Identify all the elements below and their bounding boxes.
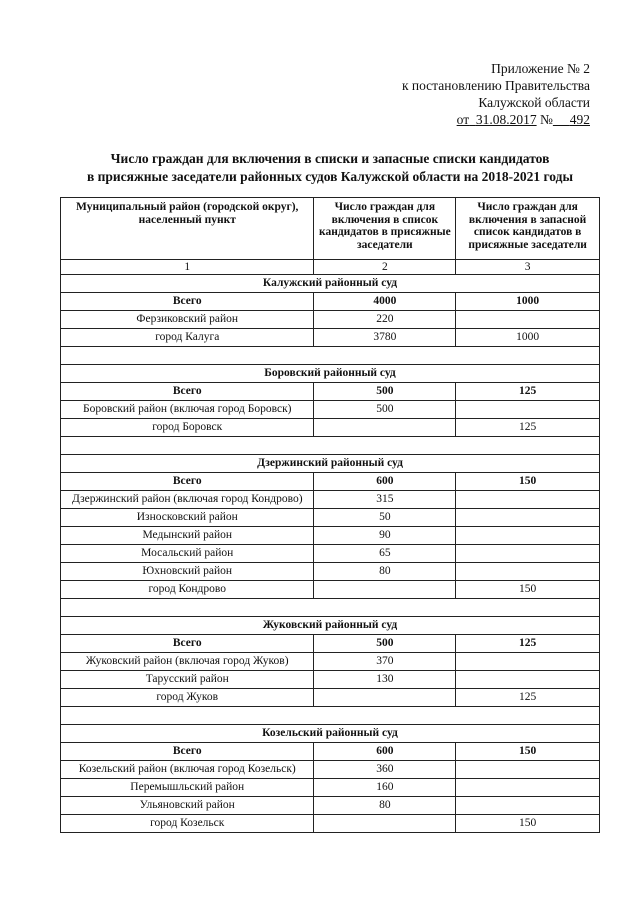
main-list-value: 315 — [314, 491, 456, 509]
main-list-value: 50 — [314, 509, 456, 527]
main-list-value: 500 — [314, 401, 456, 419]
appendix-label: Приложение № 2 — [491, 61, 590, 76]
table-row — [61, 797, 600, 815]
table-row — [61, 815, 600, 833]
reserve-list-value — [456, 761, 600, 779]
municipality-name: Ульяновский район — [61, 797, 314, 815]
appendix-header — [402, 60, 590, 128]
table-header-row — [61, 198, 600, 260]
main-list-value — [314, 419, 456, 437]
table-row — [61, 311, 600, 329]
main-list-value — [314, 815, 456, 833]
court-total-row — [61, 635, 600, 653]
total-label: Всего — [61, 743, 314, 761]
municipality-name: город Козельск — [61, 815, 314, 833]
main-list-value: 80 — [314, 563, 456, 581]
number-prefix: № — [539, 112, 553, 127]
municipality-name: Ферзиковский район — [61, 311, 314, 329]
table-row — [61, 671, 600, 689]
total-label: Всего — [61, 635, 314, 653]
table-row — [61, 491, 600, 509]
from-prefix: от — [456, 112, 470, 127]
column-header-main-list: Число граждан для включения в список кандидатов в присяжные заседатели — [314, 198, 456, 260]
total-reserve-value: 150 — [456, 743, 600, 761]
reserve-list-value — [456, 563, 600, 581]
table-row — [61, 779, 600, 797]
total-main-value: 600 — [314, 743, 456, 761]
municipality-name: Износковский район — [61, 509, 314, 527]
table-row — [61, 653, 600, 671]
table-row — [61, 329, 600, 347]
column-number: 2 — [314, 260, 456, 275]
spacer-row — [61, 707, 600, 725]
court-heading-row — [61, 365, 600, 383]
municipality-name: город Калуга — [61, 329, 314, 347]
court-total-row — [61, 473, 600, 491]
main-list-value — [314, 581, 456, 599]
main-list-value — [314, 689, 456, 707]
total-main-value: 500 — [314, 383, 456, 401]
total-main-value: 4000 — [314, 293, 456, 311]
spacer-row — [61, 599, 600, 617]
main-list-value: 90 — [314, 527, 456, 545]
column-number: 3 — [456, 260, 600, 275]
main-list-value: 3780 — [314, 329, 456, 347]
municipality-name: Мосальский район — [61, 545, 314, 563]
table-row — [61, 401, 600, 419]
court-total-row — [61, 743, 600, 761]
municipality-name: Медынский район — [61, 527, 314, 545]
table-row — [61, 563, 600, 581]
date-number-line — [402, 111, 590, 128]
column-numbers-row — [61, 260, 600, 275]
reserve-list-value — [456, 509, 600, 527]
court-total-row — [61, 293, 600, 311]
reserve-list-value: 1000 — [456, 329, 600, 347]
court-heading-row — [61, 275, 600, 293]
main-list-value: 160 — [314, 779, 456, 797]
court-heading-row — [61, 455, 600, 473]
reserve-list-value — [456, 545, 600, 563]
column-header-municipality: Муниципальный район (городской округ), населенный пункт — [61, 198, 314, 260]
column-header-reserve-list: Число граждан для включения в запасной список кандидатов в присяжные заседатели — [456, 198, 600, 260]
spacer-cell — [61, 437, 600, 455]
resolution-date: 31.08.2017 — [475, 112, 537, 127]
court-name: Боровский районный суд — [61, 365, 600, 383]
municipality-name: Дзержинский район (включая город Кондрово) — [61, 491, 314, 509]
main-list-value: 65 — [314, 545, 456, 563]
total-reserve-value: 150 — [456, 473, 600, 491]
total-main-value: 600 — [314, 473, 456, 491]
court-name: Калужский районный суд — [61, 275, 600, 293]
total-reserve-value: 125 — [456, 383, 600, 401]
reserve-list-value — [456, 653, 600, 671]
table-row — [61, 689, 600, 707]
column-number: 1 — [61, 260, 314, 275]
jurors-table — [60, 197, 600, 833]
reserve-list-value — [456, 797, 600, 815]
total-label: Всего — [61, 383, 314, 401]
spacer-cell — [61, 347, 600, 365]
court-name: Жуковский районный суд — [61, 617, 600, 635]
reserve-list-value — [456, 527, 600, 545]
reserve-list-value: 150 — [456, 581, 600, 599]
spacer-row — [61, 437, 600, 455]
municipality-name: Боровский район (включая город Боровск) — [61, 401, 314, 419]
reserve-list-value: 125 — [456, 419, 600, 437]
reserve-list-value — [456, 311, 600, 329]
spacer-row — [61, 347, 600, 365]
municipality-name: Перемышльский район — [61, 779, 314, 797]
municipality-name: Юхновский район — [61, 563, 314, 581]
municipality-name: город Боровск — [61, 419, 314, 437]
main-list-value: 370 — [314, 653, 456, 671]
reserve-list-value — [456, 491, 600, 509]
reserve-list-value — [456, 779, 600, 797]
table-row — [61, 581, 600, 599]
municipality-name: Жуковский район (включая город Жуков) — [61, 653, 314, 671]
table-row — [61, 509, 600, 527]
table-row — [61, 545, 600, 563]
reserve-list-value: 125 — [456, 689, 600, 707]
main-list-value: 360 — [314, 761, 456, 779]
court-name: Дзержинский районный суд — [61, 455, 600, 473]
reserve-list-value — [456, 401, 600, 419]
table-row — [61, 761, 600, 779]
spacer-cell — [61, 707, 600, 725]
reserve-list-value — [456, 671, 600, 689]
title-line-1: Число граждан для включения в списки и запасные списки кандидатов — [110, 151, 550, 166]
table-row — [61, 527, 600, 545]
spacer-cell — [61, 599, 600, 617]
main-list-value: 130 — [314, 671, 456, 689]
municipality-name: Козельский район (включая город Козельск) — [61, 761, 314, 779]
court-total-row — [61, 383, 600, 401]
main-list-value: 220 — [314, 311, 456, 329]
municipality-name: город Жуков — [61, 689, 314, 707]
total-reserve-value: 125 — [456, 635, 600, 653]
resolution-label: к постановлению Правительства — [401, 78, 590, 93]
total-label: Всего — [61, 293, 314, 311]
municipality-name: Тарусский район — [61, 671, 314, 689]
total-main-value: 500 — [314, 635, 456, 653]
court-heading-row — [61, 617, 600, 635]
reserve-list-value: 150 — [456, 815, 600, 833]
total-label: Всего — [61, 473, 314, 491]
title-line-2: в присяжные заседатели районных судов Калужской области на 2018-2021 годы — [86, 169, 574, 184]
table-row — [61, 419, 600, 437]
municipality-name: город Кондрово — [61, 581, 314, 599]
region-label: Калужской области — [478, 95, 590, 110]
court-heading-row — [61, 725, 600, 743]
total-reserve-value: 1000 — [456, 293, 600, 311]
main-list-value: 80 — [314, 797, 456, 815]
court-name: Козельский районный суд — [61, 725, 600, 743]
document-title — [60, 150, 600, 186]
resolution-number: 492 — [569, 112, 590, 127]
